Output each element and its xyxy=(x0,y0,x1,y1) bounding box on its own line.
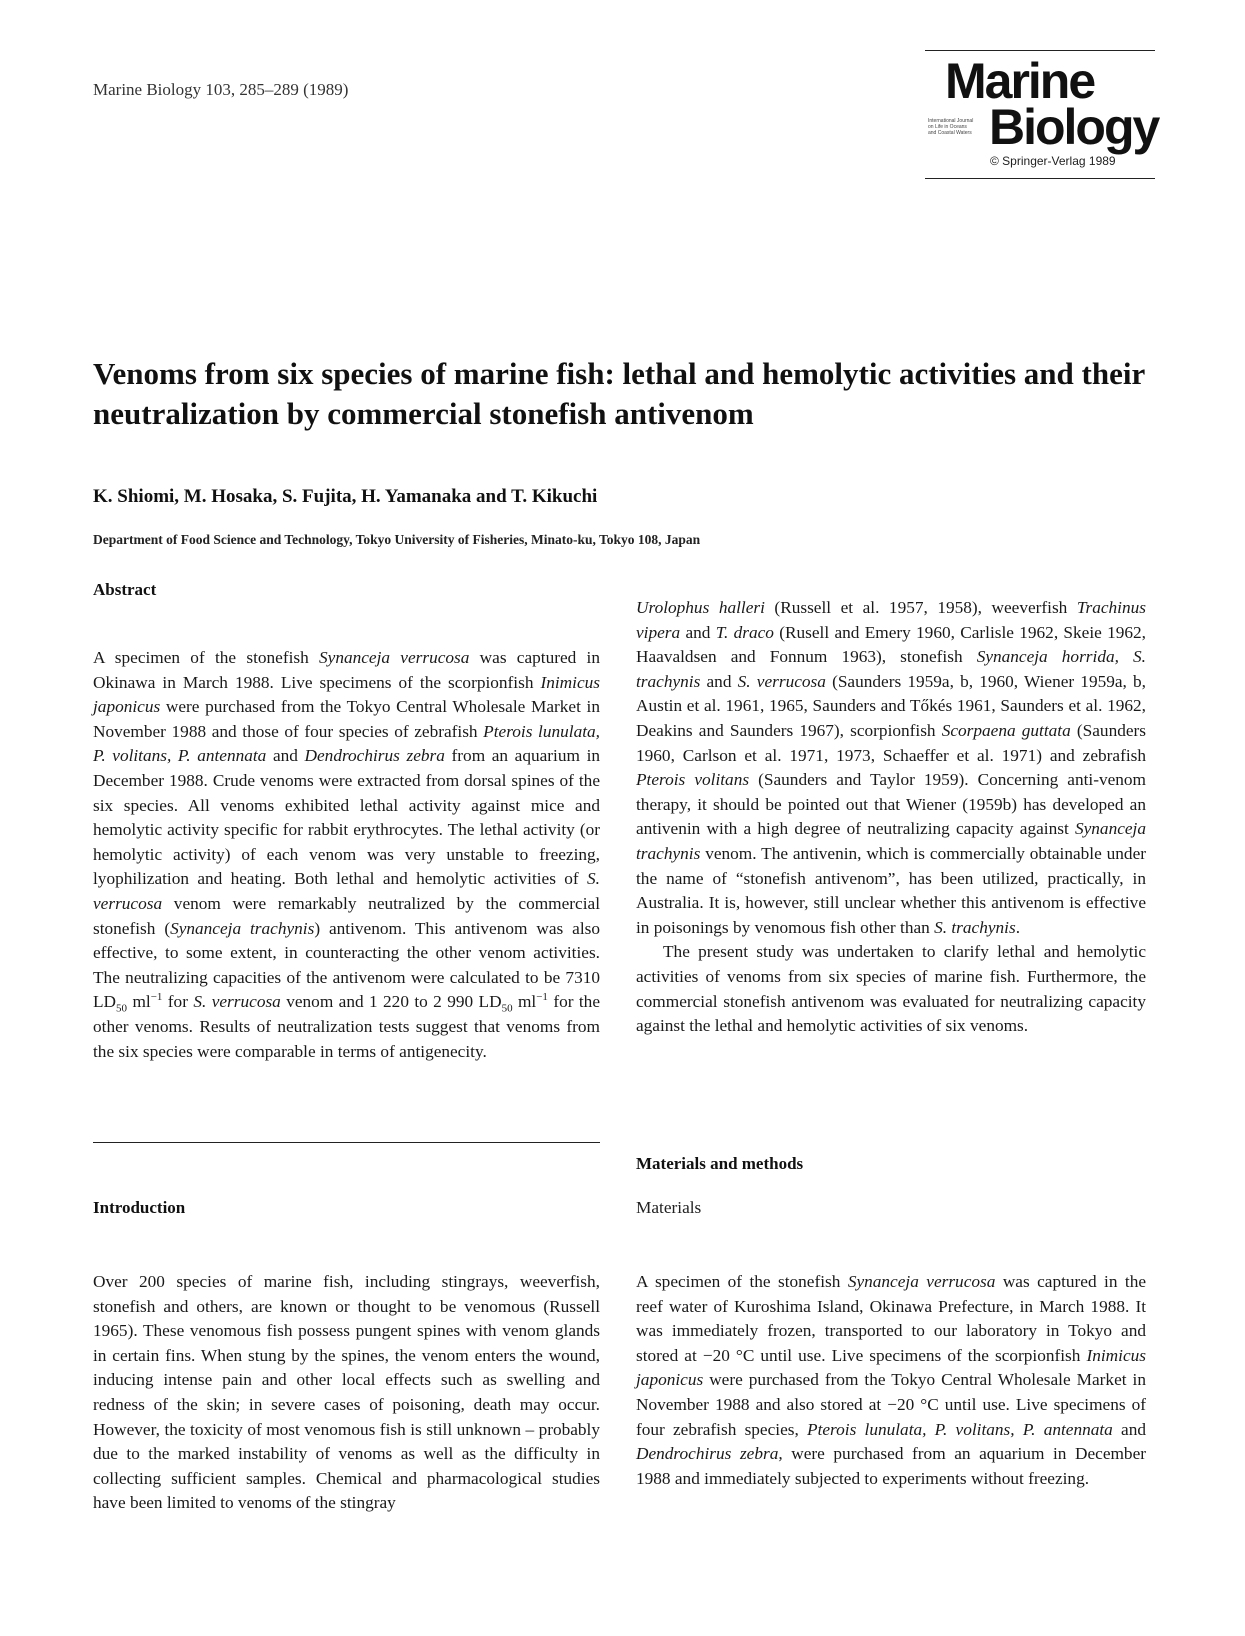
logo-bottom-rule xyxy=(925,178,1155,179)
materials-body xyxy=(636,1270,1146,1491)
logo-top-rule xyxy=(925,50,1155,51)
abstract-divider xyxy=(93,1142,600,1143)
abstract-paragraph: A specimen of the stonefish Synanceja verrucosa was captured in Okinawa in March 1988. Live specimens of the scorpionfish Inimicus japonicus were purchased from the Tokyo Central Wholesale Market in November 1988 and those of four species of zebrafish Pterois lunulata, P. volitans, P. antennata and Dendrochirus zebra from an aquarium in December 1988. Crude venoms were extracted from dorsal spines of the six species. All venoms exhibited lethal activity against mice and hemolytic activity specific for rabbit erythrocytes. The lethal activity (or hemolytic activity) of each venom was very unstable to freezing, lyophilization and heating. Both lethal and hemolytic activities of S. verrucosa venom were remarkably neutralized by the commercial stonefish (Synanceja trachynis) antivenom. This antivenom was also effective, to some extent, in counteracting the other venom activities. The neutralizing capacities of the antivenom were calculated to be 7310 $LD_{50}$ $ml^{-1}$ for S. verrucosa venom and 1 220 to 2 990 $LD_{50}$ $ml^{-1}$ for the other venoms. Results of neutralization tests suggest that venoms from the six species were comparable in terms of antigenecity. xyxy=(93,648,601,1061)
introduction-paragraph-2: The present study was undertaken to clarify lethal and hemolytic activities of venoms from six species of marine fish. Furthermore, the commercial stonefish antivenom was evaluated for neutralizing capacity against the lethal and hemolytic activities of six venoms. xyxy=(636,942,1146,1036)
introduction-paragraph-1-part-1: Over 200 species of marine fish, including stingrays, weeverfish, stonefish and others, are known or thought to be venomous (Russell 1965). These venomous fish possess pungent spines with venom glands in certain fins. When stung by the spines, the venom enters the wound, inducing intense pain and other local effects such as swelling and redness of the skin; in severe cases of poisoning, death may occur. However, the toxicity of most venomous fish is still unknown – probably due to the marked instability of venoms as well as the difficulty in collecting sufficient samples. Chemical and pharmacological studies have been limited to venoms of the stingray xyxy=(93,1272,600,1513)
materials-subheading: Materials xyxy=(636,1198,702,1217)
logo-word-marine: Marine xyxy=(945,53,1095,109)
logo-tagline: International Journal on Life in Oceans and Coastal Waters xyxy=(928,118,974,136)
introduction-body-left xyxy=(93,1270,600,1516)
introduction-heading: Introduction xyxy=(93,1198,186,1217)
logo-copyright: © Springer-Verlag 1989 xyxy=(990,154,1116,168)
logo-word-biology: Biology xyxy=(989,99,1159,155)
article-affiliation: Department of Food Science and Technology, Tokyo University of Fisheries, Minato-ku, Tokyo 108, Japan xyxy=(93,532,701,547)
journal-citation: Marine Biology 103, 285–289 (1989) xyxy=(93,80,349,99)
introduction-paragraph-1-part-2: Urolophus halleri (Russell et al. 1957, 1958), weeverfish Trachinus vipera and T. draco (Rusell and Emery 1960, Carlisle 1962, Skeie 1962, Haavaldsen and Fonnum 1963), stonefish Synanceja horrida, S. trachynis and S. verrucosa (Saunders 1959a, b, 1960, Wiener 1959a, b, Austin et al. 1961, 1965, Saunders and Tőkés 1961, Saunders et al. 1962, Deakins and Saunders 1967), scorpionfish Scorpaena guttata (Saunders 1960, Carlson et al. 1971, 1973, Schaeffer et al. 1971) and zebrafish Pterois volitans (Saunders and Taylor 1959). Concerning anti-venom therapy, it should be pointed out that Wiener (1959b) has developed an antivenin with a high degree of neutralizing capacity against Synanceja trachynis venom. The antivenin, which is commercially obtainable under the name of “stonefish antivenom”, has been utilized, practically, in Australia. It is, however, still unclear whether this antivenom is effective in poisonings by venomous fish other than S. trachynis. xyxy=(636,598,1146,937)
methods-heading: Materials and methods xyxy=(636,1154,804,1173)
abstract-heading: Abstract xyxy=(93,580,157,599)
article-title: Venoms from six species of marine fish: lethal and hemolytic activities and their neutralization by commercial stonefish antivenom xyxy=(93,356,1145,431)
materials-paragraph: A specimen of the stonefish Synanceja verrucosa was captured in the reef water of Kuroshima Island, Okinawa Prefecture, in March 1988. It was immediately frozen, transported to our laboratory in Tokyo and stored at −20 °C until use. Live specimens of the scorpionfish Inimicus japonicus were purchased from the Tokyo Central Wholesale Market in November 1988 and also stored at −20 °C until use. Live specimens of four zebrafish species, Pterois lunulata, P. volitans, P. antennata and Dendrochirus zebra, were purchased from an aquarium in December 1988 and immediately subjected to experiments without freezing. xyxy=(636,1272,1147,1488)
abstract-body xyxy=(93,646,600,1064)
article-authors: K. Shiomi, M. Hosaka, S. Fujita, H. Yamanaka and T. Kikuchi xyxy=(93,486,598,507)
introduction-body-right xyxy=(636,596,1146,1039)
